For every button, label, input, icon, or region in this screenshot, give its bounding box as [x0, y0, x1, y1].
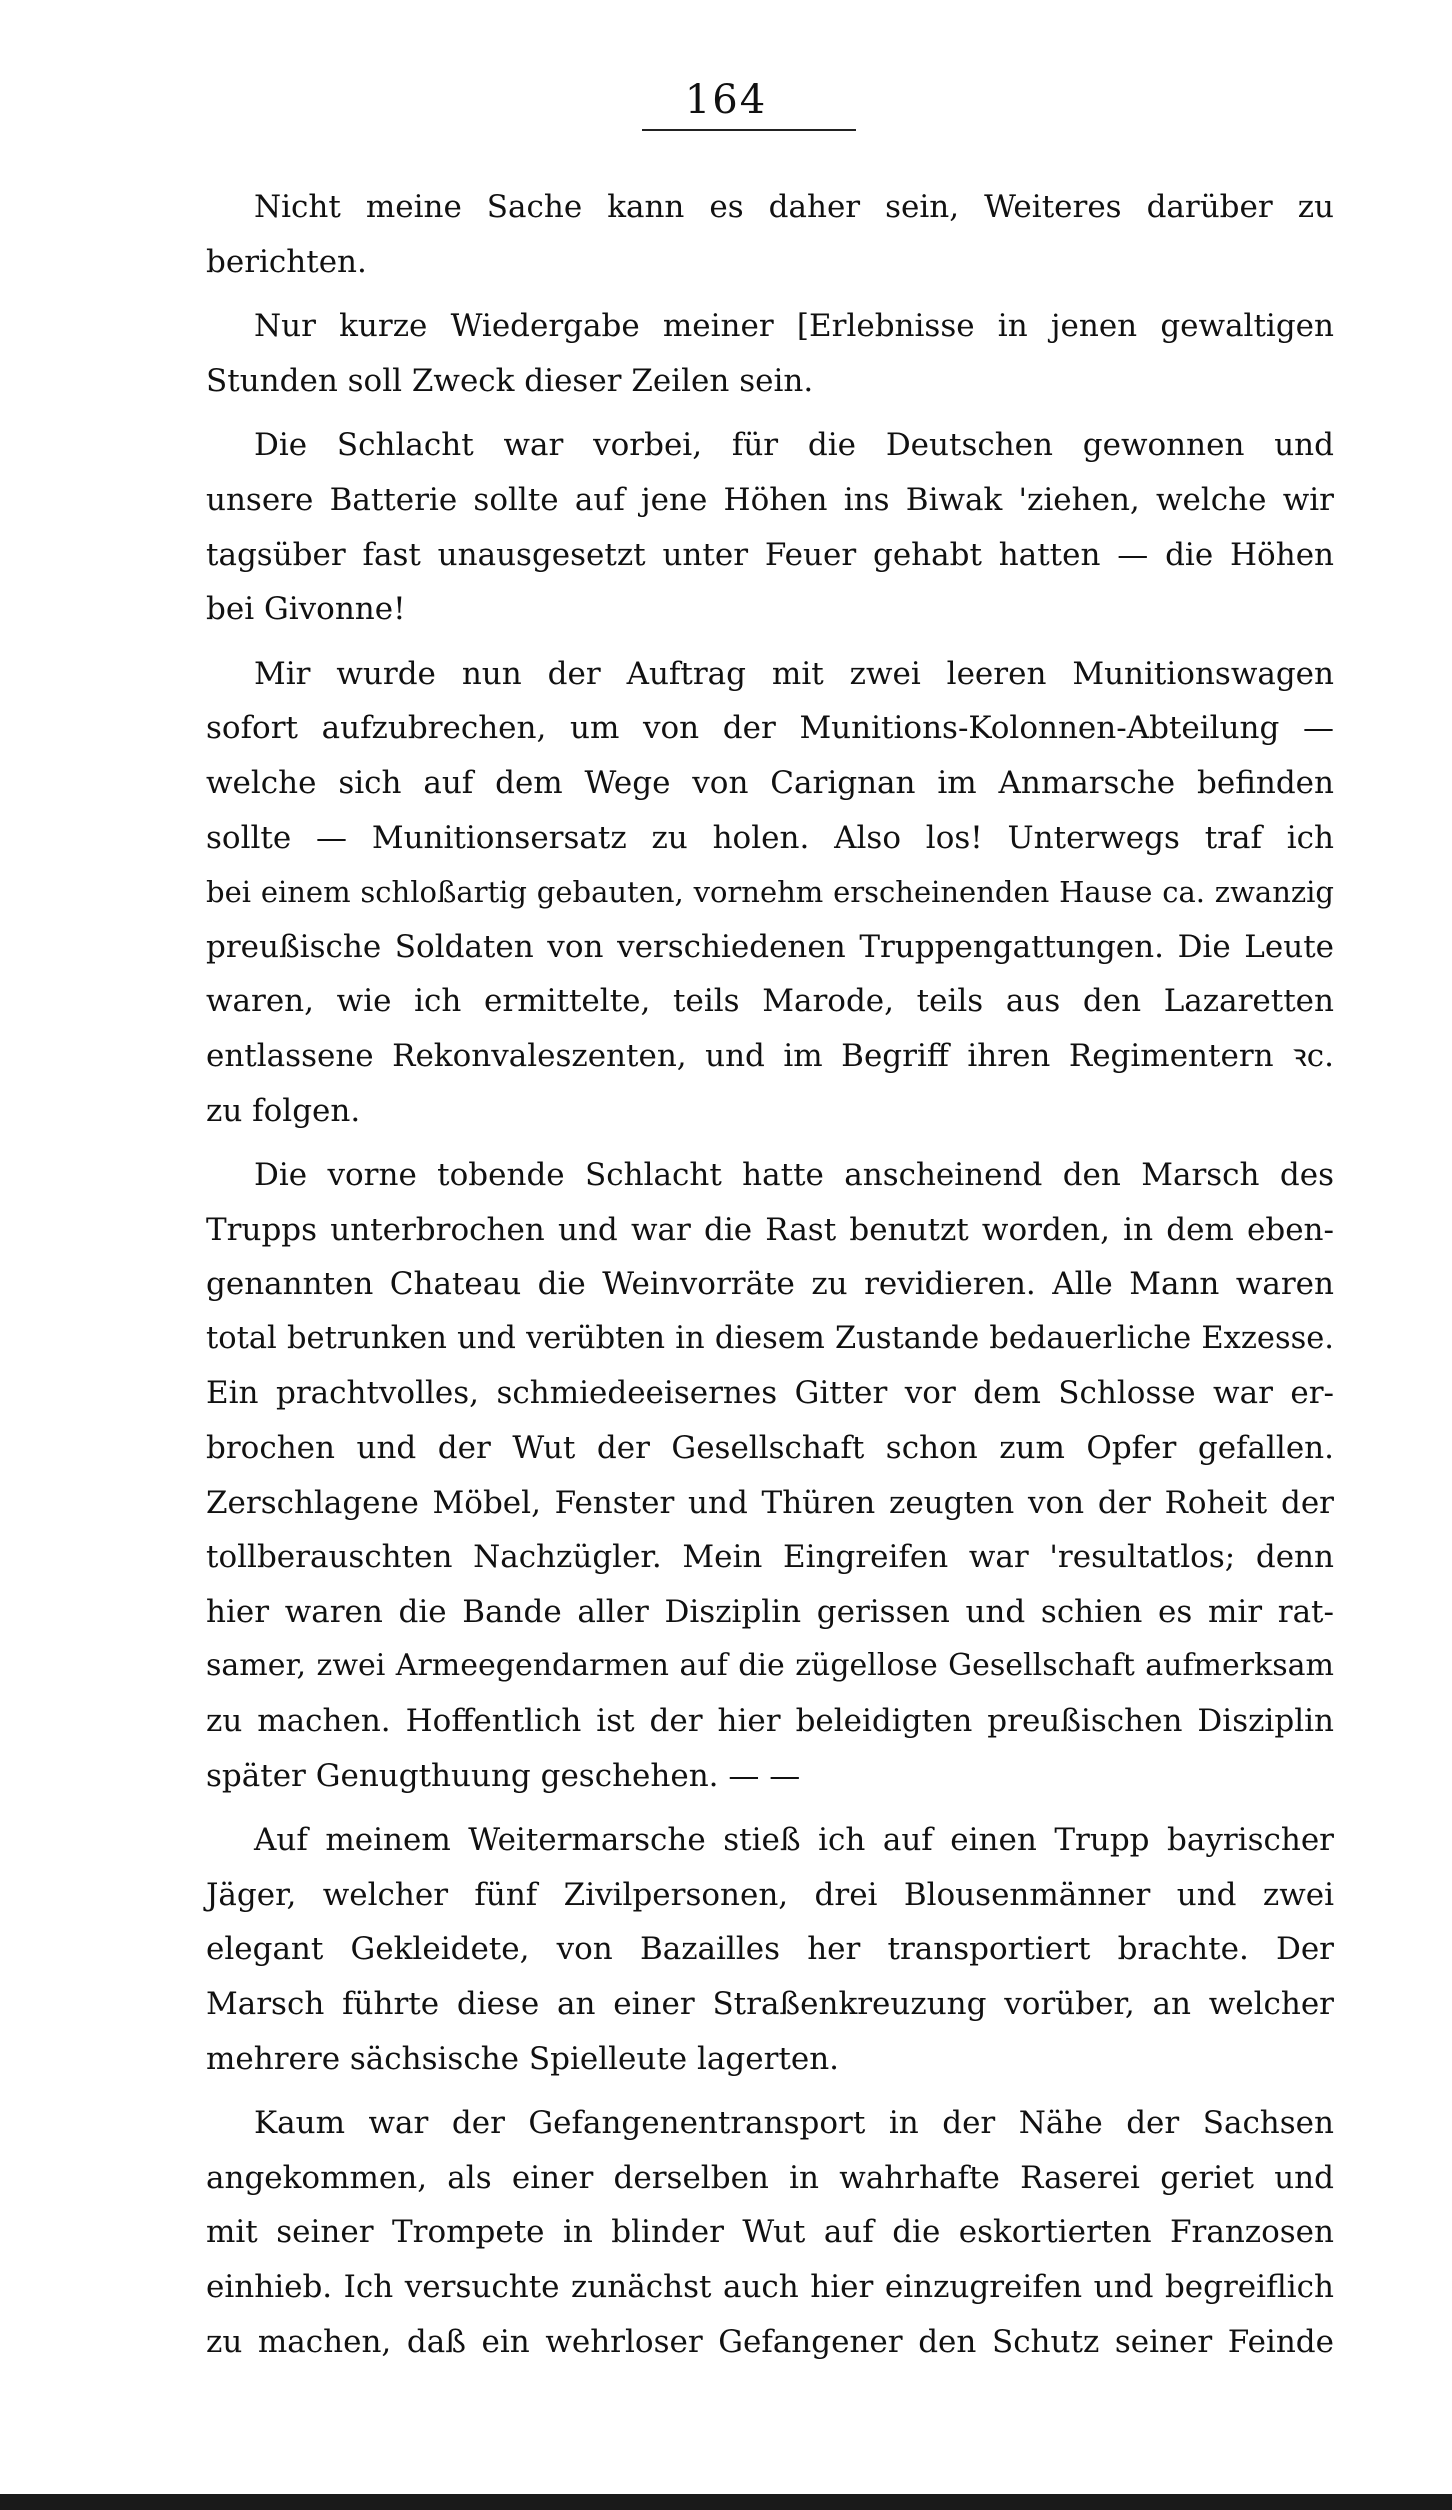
text-line: preußische Soldaten von verschiedenen Truppengattungen. Die Leute — [206, 928, 1334, 965]
text-line: waren, wie ich ermittelte, teils Marode, teils aus den Lazaretten — [206, 983, 1334, 1020]
text-line: Stunden soll Zweck dieser Zeilen sein. — [206, 362, 814, 399]
text-line: tagsüber fast unausgesetzt unter Feuer gehabt hatten — die Höhen — [206, 536, 1334, 573]
text-line: bei Givonne! — [206, 591, 406, 628]
text-line: genannten Chateau die Weinvorräte zu revidieren. Alle Mann waren — [206, 1266, 1334, 1303]
paragraph — [206, 1148, 1334, 1803]
text-line: Ein prachtvolles, schmiedeeisernes Gitter vor dem Schlosse war er- — [206, 1375, 1334, 1412]
text-line: Marsch führte diese an einer Straßenkreuzung vorüber, an welcher — [206, 1986, 1334, 2022]
text-line: berichten. — [206, 243, 367, 280]
text-line: Die Schlacht war vorbei, für die Deutschen gewonnen und — [254, 427, 1334, 464]
paragraph — [206, 2096, 1334, 2369]
text-line: mit seiner Trompete in blinder Wut auf die eskortierten Franzosen — [206, 2214, 1334, 2251]
text-line: Die vorne tobende Schlacht hatte anscheinend den Marsch des — [254, 1157, 1334, 1194]
text-line: Mir wurde nun der Auftrag mit zwei leeren Munitionswagen — [254, 655, 1334, 692]
text-line: welche sich auf dem Wege von Carignan im Anmarsche befinden — [206, 764, 1334, 801]
text-line: elegant Gekleidete, von Bazailles her transportiert brachte. Der — [206, 1931, 1334, 1968]
text-line: Nicht meine Sache kann es daher sein, Weiteres darüber zu — [254, 189, 1334, 225]
text-line: sofort aufzubrechen, um von der Munitions-Kolonnen-Abteilung — — [206, 710, 1334, 747]
text-line: zu machen, daß ein wehrloser Gefangener den Schutz seiner Feinde — [206, 2323, 1334, 2360]
body-text — [206, 180, 1334, 2379]
text-line: Auf meinem Weitermarsche stieß ich auf einen Trupp bayrischer — [254, 1822, 1334, 1859]
text-line: später Genugthuung geschehen. — — — [206, 1757, 801, 1794]
paragraph — [206, 180, 1334, 289]
text-line: angekommen, als einer derselben in wahrhafte Raserei geriet und — [206, 2159, 1334, 2196]
text-line: mehrere sächsische Spielleute lagerten. — [206, 2040, 840, 2077]
text-line: Nur kurze Wiedergabe meiner [Erlebnisse in jenen gewaltigen — [254, 308, 1334, 345]
text-line: tollberauschten Nachzügler. Mein Eingreifen war 'resultatlos; denn — [206, 1539, 1334, 1576]
paragraph — [206, 647, 1334, 1138]
text-line: Trupps unterbrochen und war die Rast benutzt worden, in dem eben- — [206, 1211, 1334, 1248]
text-line: zu folgen. — [206, 1092, 361, 1129]
text-line: Jäger, welcher fünf Zivilpersonen, drei Blousenmänner und zwei — [206, 1876, 1334, 1913]
scan-bottom-edge — [0, 2494, 1452, 2510]
page-number: 164 — [684, 77, 768, 123]
text-line: brochen und der Wut der Gesellschaft schon zum Opfer gefallen. — [206, 1430, 1334, 1467]
header-rule — [642, 129, 856, 131]
paragraph — [206, 299, 1334, 408]
paragraph — [206, 418, 1334, 636]
text-line: samer, zwei Armeegendarmen auf die zügellose Gesellschaft aufmerksam — [206, 1648, 1334, 1684]
text-line: total betrunken und verübten in diesem Zustande bedauerliche Exzesse. — [206, 1320, 1334, 1356]
text-line: unsere Batterie sollte auf jene Höhen ins Biwak 'ziehen, welche wir — [206, 481, 1334, 518]
text-line: Zerschlagene Möbel, Fenster und Thüren zeugten von der Roheit der — [206, 1484, 1334, 1521]
text-line: entlassene Rekonvaleszenten, und im Begriff ihren Regimentern ꝛc. — [206, 1037, 1334, 1074]
text-line: einhieb. Ich versuchte zunächst auch hier einzugreifen und begreiflich — [206, 2268, 1334, 2305]
text-line: sollte — Munitionsersatz zu holen. Also los! Unterwegs traf ich — [206, 819, 1334, 856]
text-line: hier waren die Bande aller Disziplin gerissen und schien es mir rat- — [206, 1593, 1334, 1630]
paragraph — [206, 1813, 1334, 2086]
text-line: Kaum war der Gefangenentransport in der Nähe der Sachsen — [254, 2105, 1334, 2142]
text-line: zu machen. Hoffentlich ist der hier beleidigten preußischen Disziplin — [206, 1703, 1334, 1740]
text-line: bei einem schloßartig gebauten, vornehm erscheinenden Hause ca. zwanzig — [206, 875, 1334, 910]
